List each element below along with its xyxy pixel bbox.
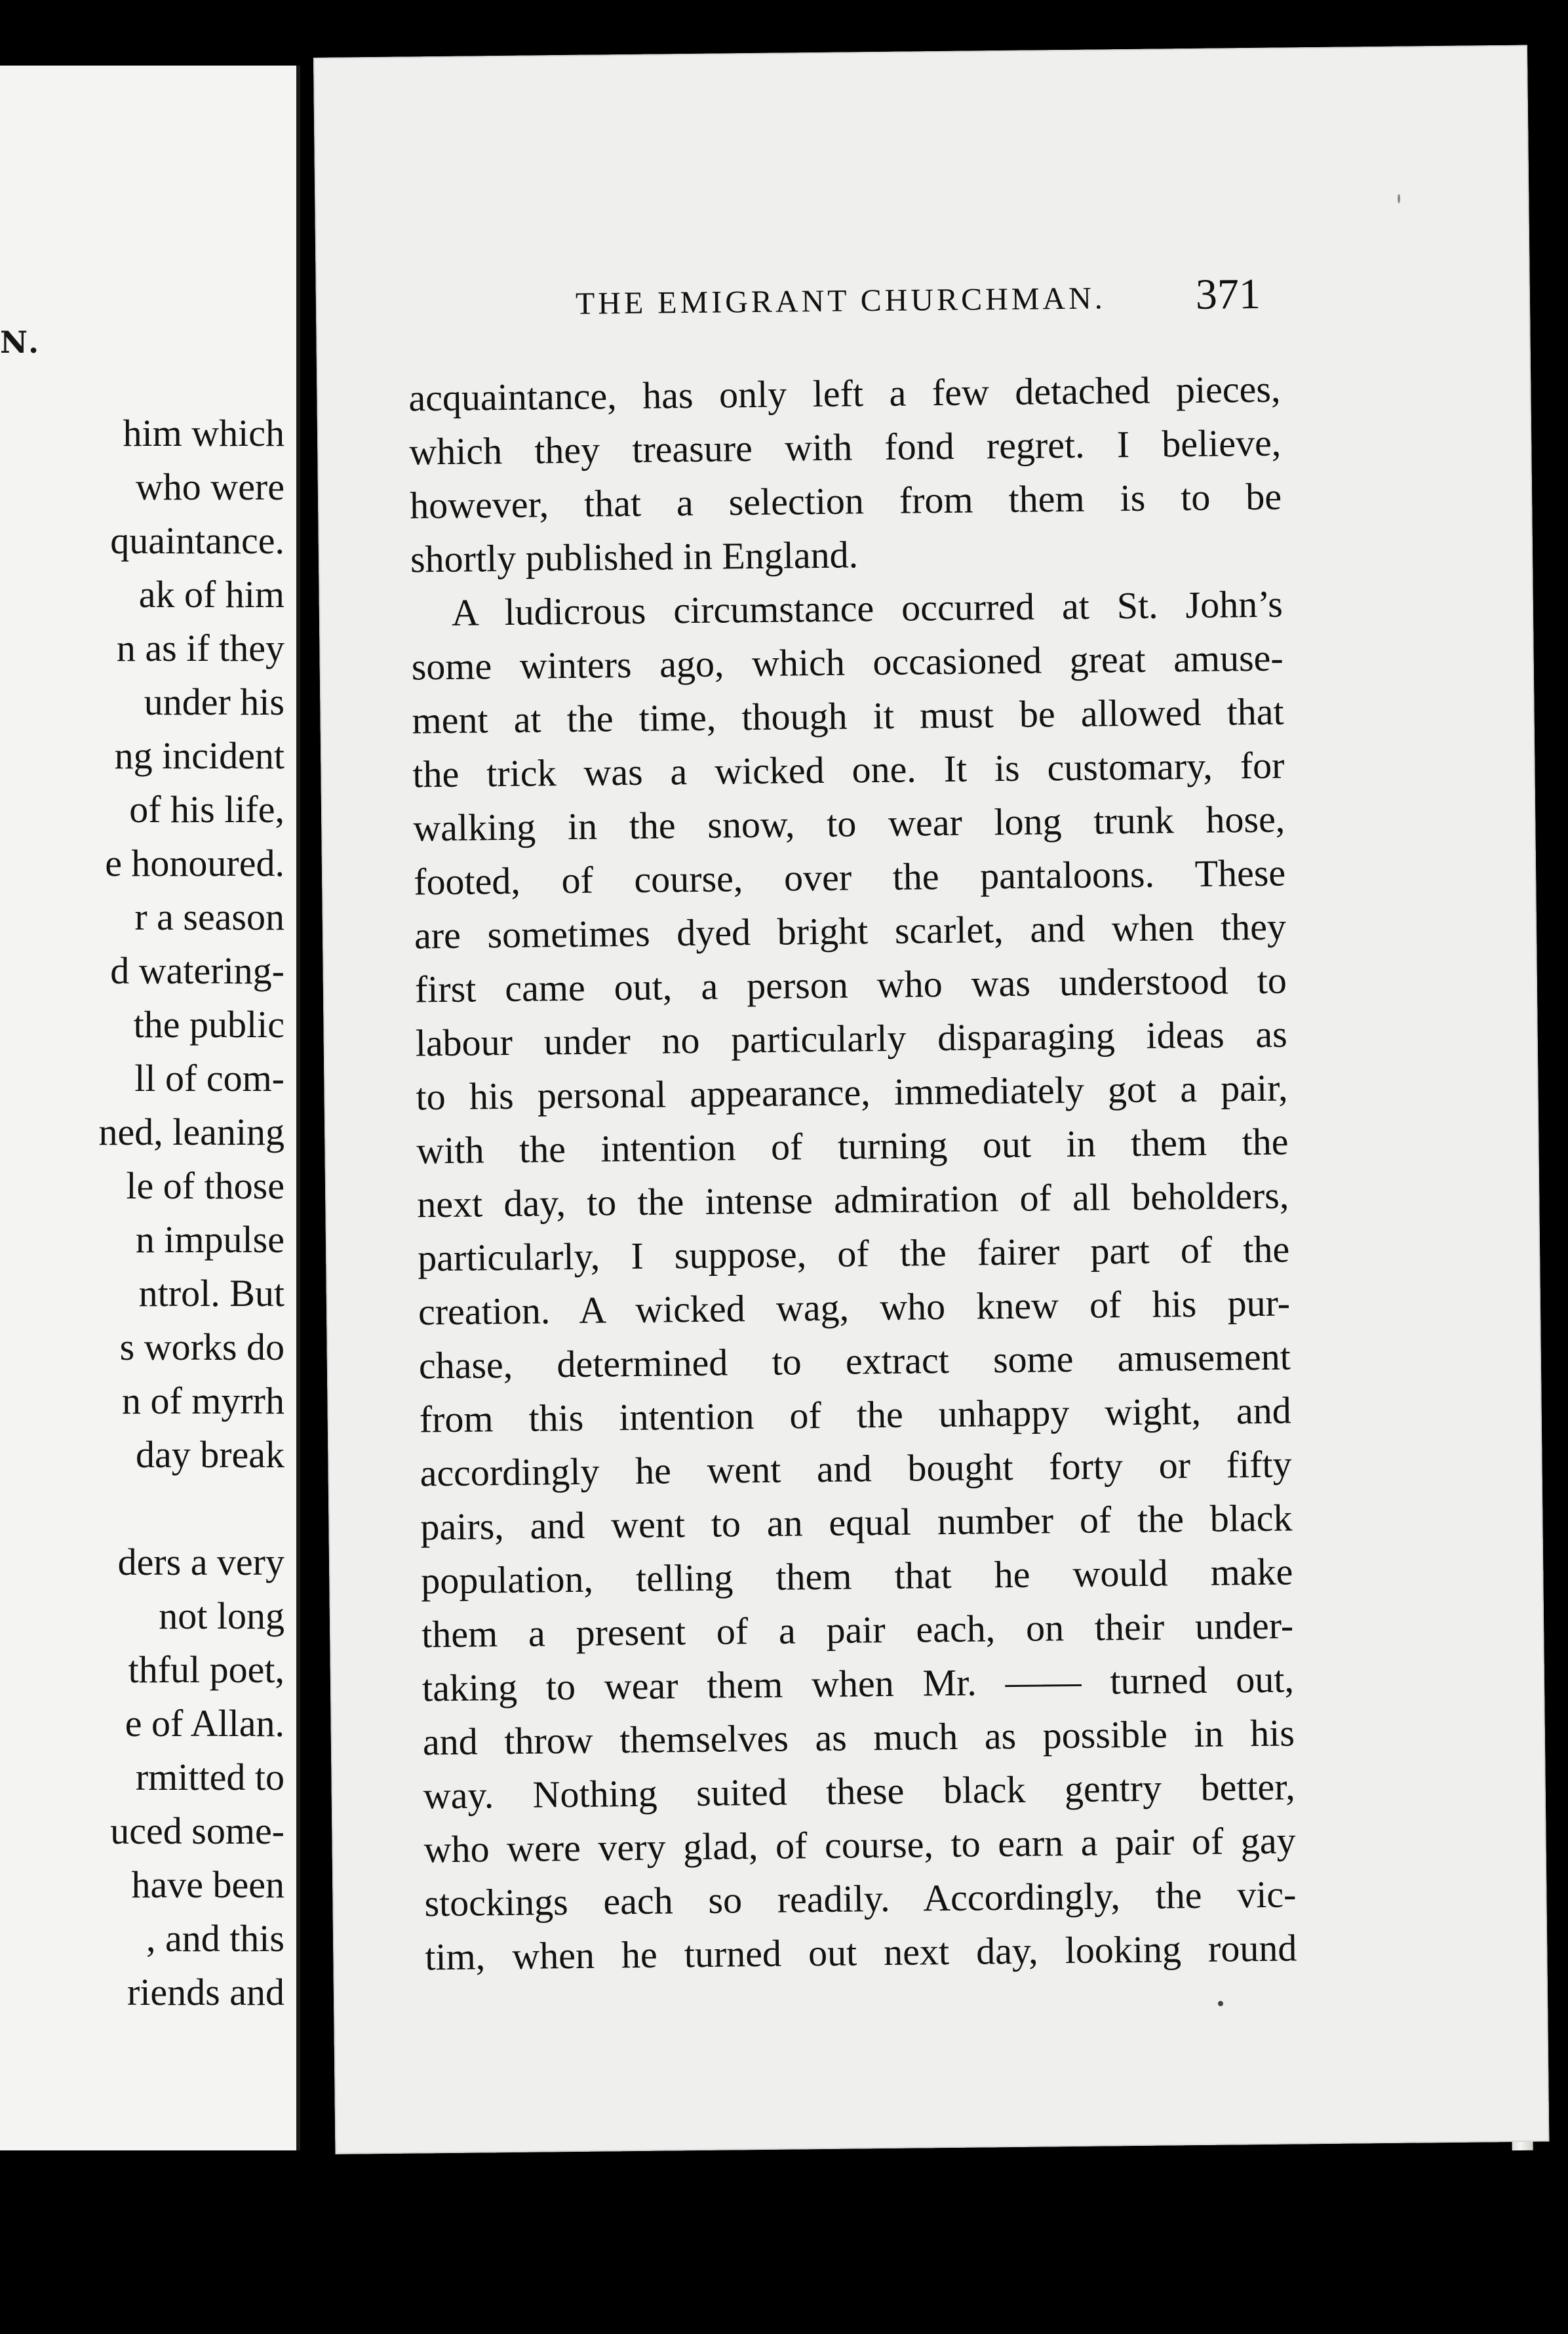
left-text-line: , and this [146, 1917, 284, 1960]
scan-speck [1218, 2001, 1223, 2006]
text-line: pairs, and went to an equal number of the black [420, 1496, 1293, 1549]
left-text-line: r a season [134, 896, 284, 938]
text-line: stockings each so readily. Accordingly, the vic- [424, 1872, 1297, 1925]
left-text-line: quaintance. [110, 519, 284, 562]
text-line: to his personal appearance, immediately got a pair, [416, 1066, 1288, 1118]
left-text-line: n as if they [116, 627, 284, 669]
body-text [408, 363, 1297, 1985]
text-line: creation. A wicked wag, who knew of his pur- [418, 1281, 1291, 1334]
left-text-line: day break [135, 1433, 284, 1476]
text-line: tim, when he turned out next day, looking round [425, 1926, 1297, 1979]
left-text-line: n impulse [135, 1218, 284, 1261]
text-line: some winters ago, which occasioned great amuse- [411, 636, 1284, 688]
left-text-line: him which [123, 412, 284, 454]
text-line: from this intention of the unhappy wight, and [419, 1389, 1292, 1441]
left-text-line: under his [144, 681, 284, 723]
text-line: who were very glad, of course, to earn a pair of gay [423, 1819, 1296, 1871]
right-page [313, 45, 1549, 2154]
left-text-line: e honoured. [105, 842, 284, 884]
text-line: and throw themselves as much as possible in his [422, 1711, 1295, 1764]
left-text-line: d watering- [110, 949, 284, 992]
left-text-line: ng incident [114, 734, 284, 777]
text-line: however, that a selection from them is to be [409, 475, 1282, 527]
left-text-line: have been [131, 1863, 284, 1906]
left-text-line: rmitted to [135, 1756, 284, 1798]
left-text-line: ak of him [138, 573, 284, 616]
text-line: chase, determined to extract some amusement [418, 1335, 1291, 1387]
text-line: first came out, a person who was understood to [414, 959, 1287, 1011]
left-text-line: the public [133, 1003, 284, 1046]
text-line: the trick was a wicked one. It is customary, for [412, 743, 1285, 796]
left-text-line: uced some- [110, 1810, 284, 1852]
left-text-line: le of those [126, 1164, 284, 1207]
left-text-line: who were [135, 465, 284, 508]
left-text-line: riends and [127, 1971, 284, 2013]
text-line: them a present of a pair each, on their under- [421, 1604, 1294, 1656]
text-line: A ludicrous circumstance occurred at St. John’s [451, 582, 1284, 634]
left-page [0, 66, 300, 2150]
text-line: ment at the time, though it must be allowed that [412, 690, 1284, 742]
text-line: footed, of course, over the pantaloons. These [413, 851, 1286, 903]
text-line: accordingly he went and bought forty or fifty [420, 1442, 1292, 1495]
left-text-line: not long [159, 1594, 284, 1637]
text-line: particularly, I suppose, of the fairer part of the [417, 1227, 1290, 1280]
left-text-line: s works do [119, 1326, 284, 1368]
text-line: taking to wear them when Mr. —— turned out, [421, 1657, 1295, 1710]
running-head: THE EMIGRANT CHURCHMAN. [575, 281, 1106, 321]
text-line: shortly published in England. [410, 533, 859, 581]
text-line: next day, to the intense admiration of all beholders, [416, 1174, 1289, 1226]
text-line: population, telling them that he would make [420, 1550, 1293, 1602]
text-line: acquaintance, has only left a few detached pieces, [408, 367, 1281, 420]
text-line: which they treasure with fond regret. I believe, [408, 421, 1282, 473]
left-page-text [99, 406, 284, 2019]
left-text-line: ders a very [117, 1541, 284, 1583]
left-text-line: ntrol. But [138, 1272, 284, 1315]
left-text-line: thful poet, [128, 1648, 284, 1691]
left-text-line: of his life, [129, 788, 284, 831]
left-text-line: ll of com- [134, 1057, 284, 1099]
page-number: 371 [1195, 269, 1261, 319]
left-text-line: n of myrrh [121, 1379, 284, 1422]
left-page-header-fragment: N. [0, 325, 42, 360]
text-line: walking in the snow, to wear long trunk hose, [412, 797, 1285, 850]
left-paragraph-gap [99, 1482, 284, 1535]
text-line: are sometimes dyed bright scarlet, and when they [414, 905, 1287, 957]
scan-speck [1398, 194, 1400, 203]
text-line: with the intention of turning out in them the [416, 1120, 1289, 1172]
left-text-line: e of Allan. [125, 1702, 284, 1745]
text-line: labour under no particularly disparaging ideas as [415, 1012, 1288, 1065]
text-line: way. Nothing suited these black gentry better, [423, 1765, 1296, 1817]
left-text-line: ned, leaning [98, 1111, 284, 1153]
